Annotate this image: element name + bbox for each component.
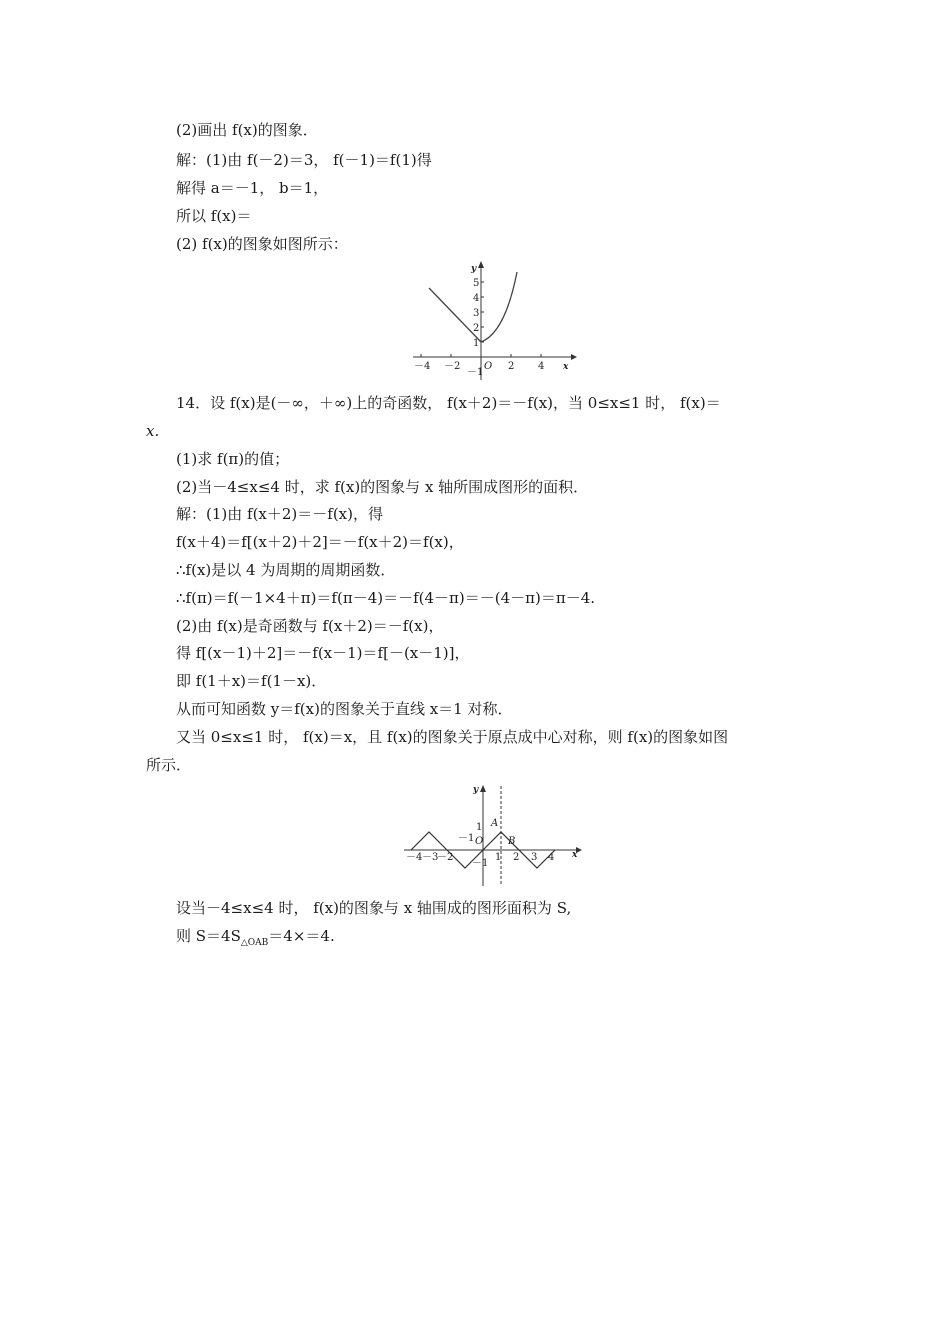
x-tick-label: 2 — [508, 361, 515, 372]
text-line: (2)当－4≤x≤4 时，求 f(x)的图象与 x 轴所围成图形的面积． — [176, 478, 589, 496]
text-line: (1)求 f(π)的值； — [176, 450, 290, 468]
text-line: (2)画出 f(x)的图象． — [176, 121, 318, 139]
y-tick-label: 2 — [473, 323, 480, 334]
point-a-label: A — [491, 818, 499, 829]
x-tick-label: －1 — [458, 833, 475, 844]
text-line: 所以 f(x)＝ — [176, 207, 252, 225]
text-line: 又当 0≤x≤1 时， f(x)＝x，且 f(x)的图象关于原点成中心对称，则 f(x)的图象如图 — [176, 728, 729, 746]
graph-periodic-odd-function — [400, 780, 585, 890]
x-tick-label: －2 — [444, 361, 461, 372]
text-fragment: ＝4×＝4. — [268, 927, 335, 945]
text-line: (2)由 f(x)是奇函数与 f(x＋2)＝－f(x)， — [176, 617, 444, 635]
text-line: 即 f(1＋x)＝f(1－x)． — [176, 672, 327, 690]
text-line: 得 f[(x－1)＋2]＝－f(x－1)＝f[－(x－1)]， — [176, 644, 470, 662]
origin-label: O — [484, 361, 493, 372]
text-line: ∴f(x)是以 4 为周期的周期函数． — [176, 561, 396, 579]
problem-statement-line: x. — [146, 422, 160, 440]
x-axis-label: x — [572, 850, 578, 860]
x-tick-label: 2 — [513, 852, 520, 863]
area-result-line — [176, 926, 335, 953]
text-line: 解：(1)由 f(x＋2)＝－f(x)，得 — [176, 505, 383, 523]
parabola-branch — [481, 272, 517, 342]
x-axis-arrow — [571, 354, 577, 360]
y-tick-label: 1 — [473, 338, 480, 349]
y-tick-label: －1 — [467, 367, 484, 378]
x-tick-label: 3 — [531, 852, 538, 863]
text-line: 解得 a＝－1， b＝1， — [176, 179, 329, 197]
x-tick-label: 4 — [538, 361, 545, 372]
y-tick-label: 3 — [473, 308, 480, 319]
x-tick-label: －4 — [414, 361, 431, 372]
text-line: ∴f(π)＝f(－1×4＋π)＝f(π－4)＝－f(4－π)＝－(4－π)＝π－4. — [176, 589, 596, 607]
text-line: 解：(1)由 f(－2)＝3， f(－1)＝f(1)得 — [176, 151, 432, 169]
problem-statement-line: 14．设 f(x)是(－∞，＋∞)上的奇函数， f(x＋2)＝－f(x)，当 0≤x≤1 时， f(x)＝ — [176, 394, 721, 412]
text-line: 所示． — [146, 756, 192, 774]
y-tick-label: 4 — [473, 293, 480, 304]
y-axis-arrow — [480, 785, 486, 792]
point-b-label: B — [508, 836, 516, 847]
y-tick-label: 5 — [473, 278, 480, 289]
x-axis-label: x — [563, 362, 569, 372]
y-tick-label: －1 — [472, 858, 489, 869]
x-tick-label: 1 — [495, 852, 502, 863]
x-tick-label: －2 — [437, 852, 454, 863]
x-tick-label: 4 — [548, 852, 555, 863]
text-line: 从而可知函数 y＝f(x)的图象关于直线 x＝1 对称． — [176, 700, 513, 718]
y-tick-label: 1 — [476, 822, 483, 833]
x-tick-label: －4 — [406, 852, 423, 863]
subscript: △OAB — [240, 938, 269, 948]
x-tick-label: －3 — [422, 852, 439, 863]
text-fragment: 则 S＝4S — [176, 927, 241, 945]
text-line: (2) f(x)的图象如图所示： — [176, 235, 348, 253]
graph-abs-parabola — [405, 258, 580, 383]
y-axis-label: y — [471, 264, 477, 274]
text-line: f(x＋4)＝f[(x＋2)＋2]＝－f(x＋2)＝f(x)， — [176, 533, 464, 551]
text-line: 设当－4≤x≤4 时， f(x)的图象与 x 轴围成的图形面积为 S, — [176, 899, 572, 917]
origin-label: O — [475, 836, 484, 847]
y-axis-label: y — [473, 785, 479, 795]
y-axis-arrow — [478, 261, 484, 268]
